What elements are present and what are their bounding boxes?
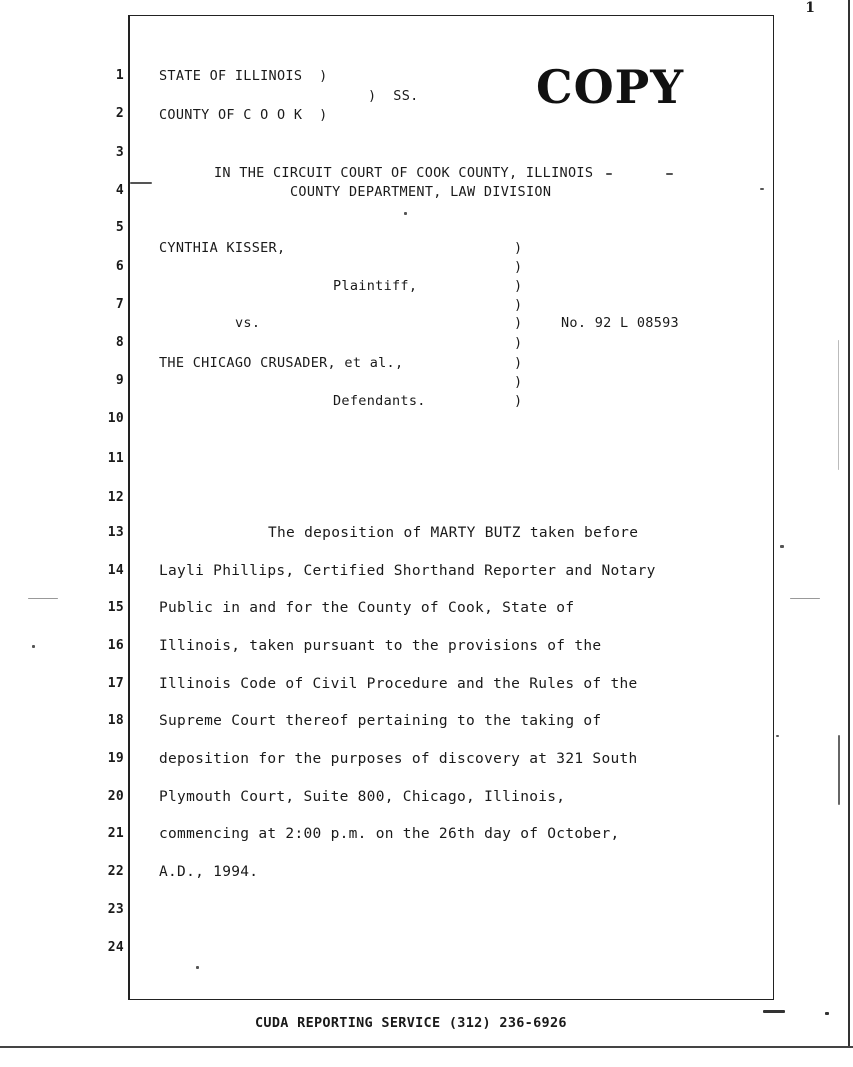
body-line: Public in and for the County of Cook, State of [159, 600, 575, 616]
caption-parenthesis: ) [514, 259, 523, 275]
case-number: No. 92 L 08593 [561, 315, 679, 331]
line-number: 21 [107, 826, 124, 841]
body-line: The deposition of MARTY BUTZ taken before [268, 525, 639, 541]
line-number: 17 [107, 676, 124, 691]
plaintiff-name: CYNTHIA KISSER, [159, 240, 286, 256]
line-number: 13 [107, 525, 124, 540]
ss-line: ) SS. [368, 88, 419, 104]
body-line: A.D., 1994. [159, 864, 259, 880]
caption-parenthesis: ) [514, 335, 523, 351]
line-number: 15 [107, 600, 124, 615]
line-number: 1 [115, 68, 124, 83]
line-number: 4 [115, 183, 124, 198]
transcript-frame [128, 15, 774, 1000]
body-line: Illinois Code of Civil Procedure and the Rules of the [159, 676, 638, 692]
line-number: 16 [107, 638, 124, 653]
line-number: 23 [107, 902, 124, 917]
caption-parenthesis: ) [514, 278, 523, 294]
scan-mark [606, 173, 612, 175]
body-line: Plymouth Court, Suite 800, Chicago, Illinois, [159, 789, 566, 805]
line-number: 19 [107, 751, 124, 766]
scan-mark [825, 1012, 829, 1015]
line-number: 10 [107, 411, 124, 426]
caption-parenthesis: ) [514, 374, 523, 390]
page-number: 1 [805, 0, 815, 16]
line-number: 9 [115, 373, 124, 388]
line-number: 14 [107, 563, 124, 578]
scan-mark [666, 173, 673, 175]
line-number: 12 [107, 490, 124, 505]
scan-mark [838, 735, 840, 805]
line-number: 11 [107, 451, 124, 466]
copy-stamp: COPY [536, 60, 685, 114]
reporter-footer: CUDA REPORTING SERVICE (312) 236-6926 [255, 1015, 567, 1031]
scan-mark [28, 598, 58, 599]
scan-mark [32, 645, 35, 648]
defendant-name: THE CHICAGO CRUSADER, et al., [159, 355, 404, 371]
scan-mark [196, 966, 199, 969]
court-line-1: IN THE CIRCUIT COURT OF COOK COUNTY, ILLINOIS [214, 165, 594, 181]
line-number: 2 [115, 106, 124, 121]
caption-parenthesis: ) [514, 240, 523, 256]
scan-mark [760, 188, 764, 190]
scan-mark [404, 212, 407, 215]
body-line: commencing at 2:00 p.m. on the 26th day of October, [159, 826, 620, 842]
scan-mark [790, 598, 820, 599]
line-number: 5 [115, 220, 124, 235]
line-number: 6 [115, 259, 124, 274]
line-number: 20 [107, 789, 124, 804]
line-number: 3 [115, 145, 124, 160]
line-number: 22 [107, 864, 124, 879]
body-line: Illinois, taken pursuant to the provisions of the [159, 638, 602, 654]
caption-parenthesis: ) [514, 297, 523, 313]
state-line: STATE OF ILLINOIS ) [159, 68, 328, 84]
body-line: Layli Phillips, Certified Shorthand Reporter and Notary [159, 563, 656, 579]
caption-parenthesis: ) [514, 315, 523, 331]
line-number: 7 [115, 297, 124, 312]
body-line: Supreme Court thereof pertaining to the taking of [159, 713, 602, 729]
plaintiff-role: Plaintiff, [333, 278, 418, 294]
page-bottom-edge [0, 1046, 853, 1048]
scan-mark [130, 182, 152, 184]
scan-mark [776, 735, 779, 737]
line-number: 8 [115, 335, 124, 350]
scan-mark [780, 545, 784, 548]
court-line-2: COUNTY DEPARTMENT, LAW DIVISION [290, 184, 552, 200]
line-number: 24 [107, 940, 124, 955]
line-number: 18 [107, 713, 124, 728]
county-line: COUNTY OF C O O K ) [159, 107, 328, 123]
versus: vs. [235, 315, 261, 331]
scan-mark [838, 340, 839, 470]
body-line: deposition for the purposes of discovery at 321 South [159, 751, 638, 767]
page-right-edge [848, 0, 850, 1048]
caption-parenthesis: ) [514, 355, 523, 371]
defendant-role: Defendants. [333, 393, 426, 409]
caption-parenthesis: ) [514, 393, 523, 409]
scan-mark [763, 1010, 785, 1013]
